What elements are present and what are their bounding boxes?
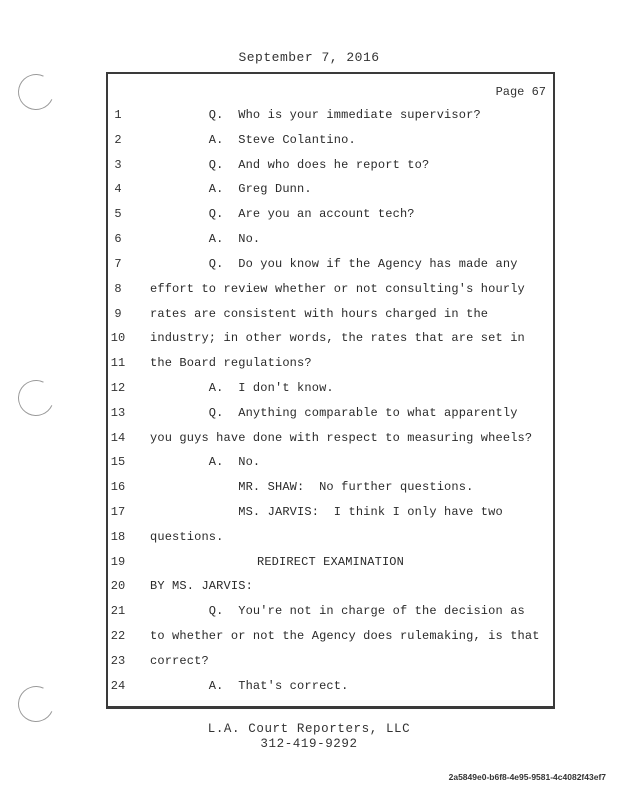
line-text: BY MS. JARVIS: xyxy=(150,579,253,594)
line-number: 3 xyxy=(114,157,122,172)
transcript-line xyxy=(0,326,618,351)
transcript-line xyxy=(0,103,618,128)
line-number: 18 xyxy=(110,529,126,544)
document-id: 2a5849e0-b6f8-4e95-9581-4c4082f43ef7 xyxy=(448,772,606,782)
transcript-line xyxy=(0,153,618,178)
line-number: 22 xyxy=(110,629,126,644)
line-text: A. No. xyxy=(150,232,261,247)
transcript-line xyxy=(0,351,618,376)
transcript-line xyxy=(0,376,618,401)
transcript-line xyxy=(0,177,618,202)
line-text: A. Greg Dunn. xyxy=(150,182,312,197)
line-text: Q. You're not in charge of the decision as xyxy=(150,604,525,619)
line-text: Q. Do you know if the Agency has made any xyxy=(150,256,518,271)
transcript-line xyxy=(0,202,618,227)
line-number: 15 xyxy=(110,455,126,470)
transcript-line xyxy=(0,128,618,153)
line-text: MS. JARVIS: I think I only have two xyxy=(150,505,503,519)
reporter-phone: 312-419-9292 xyxy=(260,737,358,751)
line-number: 11 xyxy=(110,356,126,371)
line-number: 20 xyxy=(110,579,126,594)
line-text: rates are consistent with hours charged in the xyxy=(150,306,489,321)
line-number: 8 xyxy=(114,281,122,296)
transcript-lines xyxy=(0,103,618,699)
line-text: A. That's correct. xyxy=(150,678,349,693)
line-number: 23 xyxy=(110,653,126,668)
line-number: 6 xyxy=(114,232,122,247)
line-number: 16 xyxy=(110,480,126,495)
transcript-line xyxy=(0,277,618,302)
transcript-line xyxy=(0,574,618,599)
transcript-line xyxy=(0,500,618,525)
transcript-line xyxy=(0,649,618,674)
line-text: Q. Who is your immediate supervisor? xyxy=(150,108,481,122)
transcript-line xyxy=(0,550,618,575)
line-number: 2 xyxy=(114,132,122,147)
transcript-line xyxy=(0,302,618,327)
line-number: 21 xyxy=(110,604,126,619)
line-text: Q. Are you an account tech? xyxy=(150,207,415,222)
line-number: 19 xyxy=(110,554,126,569)
line-number: 5 xyxy=(114,207,122,222)
line-number: 4 xyxy=(114,182,122,197)
transcript-line xyxy=(0,525,618,550)
transcript-line xyxy=(0,624,618,649)
transcript-line xyxy=(0,674,618,699)
transcript-line xyxy=(0,227,618,252)
line-number: 13 xyxy=(110,405,126,420)
line-number: 9 xyxy=(114,306,122,321)
line-number: 1 xyxy=(114,108,122,122)
reporter-firm: L.A. Court Reporters, LLC xyxy=(207,722,411,736)
transcript-line xyxy=(0,450,618,475)
line-text: A. No. xyxy=(150,455,261,470)
line-number: 12 xyxy=(110,380,126,395)
line-number: 17 xyxy=(110,505,126,519)
line-text: Q. Anything comparable to what apparently xyxy=(150,405,518,420)
line-text: effort to review whether or not consulting's hourly xyxy=(150,281,525,296)
transcript-line xyxy=(0,401,618,426)
line-text: MR. SHAW: No further questions. xyxy=(150,480,474,495)
header-date: September 7, 2016 xyxy=(238,50,380,65)
line-number: 24 xyxy=(110,678,126,693)
line-text: to whether or not the Agency does rulemaking, is that xyxy=(150,629,540,644)
line-text: correct? xyxy=(150,653,209,668)
transcript-line xyxy=(0,475,618,500)
line-text: you guys have done with respect to measuring wheels? xyxy=(150,430,533,445)
line-number: 7 xyxy=(114,256,122,271)
line-text: industry; in other words, the rates that are set in xyxy=(150,331,525,346)
page-number: Page 67 xyxy=(495,85,546,99)
line-text: questions. xyxy=(150,529,224,544)
line-text: A. I don't know. xyxy=(150,380,334,395)
line-text: the Board regulations? xyxy=(150,356,312,371)
line-number: 14 xyxy=(110,430,126,445)
line-text: REDIRECT EXAMINATION xyxy=(256,554,405,569)
transcript-line xyxy=(0,599,618,624)
transcript-line xyxy=(0,252,618,277)
line-text: A. Steve Colantino. xyxy=(150,132,356,147)
transcript-line xyxy=(0,426,618,451)
line-number: 10 xyxy=(110,331,126,346)
line-text: Q. And who does he report to? xyxy=(150,157,430,172)
